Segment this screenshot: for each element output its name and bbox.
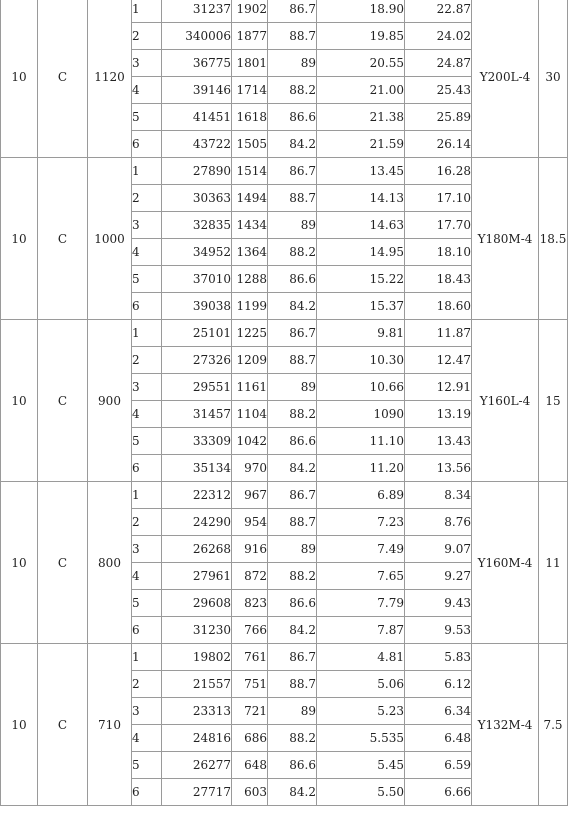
efficiency-cell: 88.7 [268,509,317,536]
motor-model-cell: Y160L-4 [472,320,539,482]
table-row [1,482,568,509]
efficiency-cell: 84.2 [268,455,317,482]
shaft-power-cell: 6.89 [317,482,405,509]
shaft-power-cell: 1090 [317,401,405,428]
motor-power-cell: 30 [539,0,568,158]
efficiency-cell: 86.7 [268,644,317,671]
group-size-cell: 710 [88,644,132,806]
efficiency-cell: 89 [268,50,317,77]
shaft-power-cell: 9.81 [317,320,405,347]
row-number-cell: 3 [132,698,162,725]
shaft-power-cell: 5.23 [317,698,405,725]
group-series-cell: 10 [1,320,38,482]
group-size-cell: 1000 [88,158,132,320]
row-number-cell: 3 [132,536,162,563]
efficiency-cell: 84.2 [268,617,317,644]
flow-cell: 36775 [162,50,232,77]
row-number-cell: 5 [132,266,162,293]
row-number-cell: 1 [132,482,162,509]
required-power-cell: 16.28 [405,158,472,185]
pressure-cell: 1714 [232,77,268,104]
required-power-cell: 6.59 [405,752,472,779]
flow-cell: 27890 [162,158,232,185]
pressure-cell: 1514 [232,158,268,185]
flow-cell: 30363 [162,185,232,212]
motor-model-cell: Y160M-4 [472,482,539,644]
required-power-cell: 17.10 [405,185,472,212]
efficiency-cell: 84.2 [268,779,317,806]
required-power-cell: 12.47 [405,347,472,374]
efficiency-cell: 86.6 [268,428,317,455]
row-number-cell: 4 [132,725,162,752]
efficiency-cell: 88.2 [268,77,317,104]
required-power-cell: 17.70 [405,212,472,239]
row-number-cell: 1 [132,158,162,185]
pressure-cell: 1199 [232,293,268,320]
pressure-cell: 1042 [232,428,268,455]
required-power-cell: 9.07 [405,536,472,563]
required-power-cell: 6.66 [405,779,472,806]
efficiency-cell: 89 [268,536,317,563]
pressure-cell: 1877 [232,23,268,50]
flow-cell: 31230 [162,617,232,644]
group-size-cell: 800 [88,482,132,644]
shaft-power-cell: 10.30 [317,347,405,374]
flow-cell: 24816 [162,725,232,752]
efficiency-cell: 84.2 [268,131,317,158]
row-number-cell: 5 [132,590,162,617]
row-number-cell: 2 [132,347,162,374]
shaft-power-cell: 5.06 [317,671,405,698]
efficiency-cell: 89 [268,698,317,725]
motor-power-cell: 18.5 [539,158,568,320]
row-number-cell: 6 [132,779,162,806]
table-row [1,320,568,347]
efficiency-cell: 88.7 [268,347,317,374]
group-series-cell: 10 [1,158,38,320]
row-number-cell: 4 [132,239,162,266]
shaft-power-cell: 7.79 [317,590,405,617]
shaft-power-cell: 21.59 [317,131,405,158]
required-power-cell: 6.12 [405,671,472,698]
shaft-power-cell: 18.90 [317,0,405,23]
pressure-cell: 954 [232,509,268,536]
shaft-power-cell: 19.85 [317,23,405,50]
row-number-cell: 3 [132,374,162,401]
required-power-cell: 9.53 [405,617,472,644]
motor-power-cell: 7.5 [539,644,568,806]
flow-cell: 33309 [162,428,232,455]
group-type-cell: C [38,320,88,482]
required-power-cell: 11.87 [405,320,472,347]
flow-cell: 25101 [162,320,232,347]
efficiency-cell: 86.7 [268,0,317,23]
flow-cell: 35134 [162,455,232,482]
flow-cell: 27961 [162,563,232,590]
group-series-cell: 10 [1,482,38,644]
shaft-power-cell: 5.535 [317,725,405,752]
shaft-power-cell: 20.55 [317,50,405,77]
efficiency-cell: 84.2 [268,293,317,320]
row-number-cell: 2 [132,671,162,698]
efficiency-cell: 89 [268,212,317,239]
shaft-power-cell: 7.87 [317,617,405,644]
required-power-cell: 12.91 [405,374,472,401]
shaft-power-cell: 4.81 [317,644,405,671]
efficiency-cell: 86.6 [268,752,317,779]
required-power-cell: 26.14 [405,131,472,158]
shaft-power-cell: 7.65 [317,563,405,590]
required-power-cell: 6.48 [405,725,472,752]
row-number-cell: 6 [132,131,162,158]
row-number-cell: 3 [132,212,162,239]
shaft-power-cell: 21.38 [317,104,405,131]
efficiency-cell: 88.7 [268,671,317,698]
pressure-cell: 1801 [232,50,268,77]
row-number-cell: 3 [132,50,162,77]
required-power-cell: 22.87 [405,0,472,23]
flow-cell: 24290 [162,509,232,536]
motor-model-cell: Y180M-4 [472,158,539,320]
table-body [1,0,568,806]
pressure-cell: 1104 [232,401,268,428]
row-number-cell: 6 [132,293,162,320]
group-size-cell: 1120 [88,0,132,158]
pressure-cell: 1209 [232,347,268,374]
table-row [1,644,568,671]
row-number-cell: 4 [132,77,162,104]
shaft-power-cell: 14.13 [317,185,405,212]
flow-cell: 23313 [162,698,232,725]
flow-cell: 41451 [162,104,232,131]
shaft-power-cell: 14.63 [317,212,405,239]
group-size-cell: 900 [88,320,132,482]
table-row [1,0,568,23]
shaft-power-cell: 7.23 [317,509,405,536]
flow-cell: 31457 [162,401,232,428]
pressure-cell: 1902 [232,0,268,23]
efficiency-cell: 86.6 [268,104,317,131]
pressure-cell: 1161 [232,374,268,401]
motor-model-cell: Y132M-4 [472,644,539,806]
pressure-cell: 1434 [232,212,268,239]
shaft-power-cell: 5.50 [317,779,405,806]
efficiency-cell: 86.7 [268,482,317,509]
pressure-cell: 1505 [232,131,268,158]
required-power-cell: 24.87 [405,50,472,77]
pressure-cell: 1288 [232,266,268,293]
shaft-power-cell: 15.37 [317,293,405,320]
efficiency-cell: 89 [268,374,317,401]
motor-power-cell: 15 [539,320,568,482]
efficiency-cell: 86.6 [268,590,317,617]
shaft-power-cell: 13.45 [317,158,405,185]
pressure-cell: 721 [232,698,268,725]
motor-model-cell: Y200L-4 [472,0,539,158]
flow-cell: 27717 [162,779,232,806]
efficiency-cell: 88.2 [268,563,317,590]
pressure-cell: 1364 [232,239,268,266]
row-number-cell: 1 [132,0,162,23]
required-power-cell: 18.60 [405,293,472,320]
required-power-cell: 5.83 [405,644,472,671]
required-power-cell: 18.43 [405,266,472,293]
flow-cell: 32835 [162,212,232,239]
shaft-power-cell: 10.66 [317,374,405,401]
row-number-cell: 2 [132,509,162,536]
shaft-power-cell: 21.00 [317,77,405,104]
flow-cell: 26268 [162,536,232,563]
row-number-cell: 6 [132,455,162,482]
pressure-cell: 648 [232,752,268,779]
flow-cell: 340006 [162,23,232,50]
group-series-cell: 10 [1,644,38,806]
shaft-power-cell: 14.95 [317,239,405,266]
pressure-cell: 1618 [232,104,268,131]
flow-cell: 22312 [162,482,232,509]
flow-cell: 31237 [162,0,232,23]
required-power-cell: 25.89 [405,104,472,131]
efficiency-cell: 88.7 [268,185,317,212]
shaft-power-cell: 11.20 [317,455,405,482]
efficiency-cell: 86.6 [268,266,317,293]
row-number-cell: 2 [132,23,162,50]
required-power-cell: 8.76 [405,509,472,536]
efficiency-cell: 88.2 [268,239,317,266]
required-power-cell: 13.56 [405,455,472,482]
row-number-cell: 4 [132,401,162,428]
flow-cell: 29608 [162,590,232,617]
group-type-cell: C [38,158,88,320]
shaft-power-cell: 7.49 [317,536,405,563]
shaft-power-cell: 15.22 [317,266,405,293]
row-number-cell: 6 [132,617,162,644]
row-number-cell: 1 [132,320,162,347]
flow-cell: 26277 [162,752,232,779]
row-number-cell: 2 [132,185,162,212]
efficiency-cell: 86.7 [268,158,317,185]
flow-cell: 39038 [162,293,232,320]
pressure-cell: 823 [232,590,268,617]
required-power-cell: 13.43 [405,428,472,455]
flow-cell: 39146 [162,77,232,104]
flow-cell: 19802 [162,644,232,671]
row-number-cell: 1 [132,644,162,671]
group-type-cell: C [38,0,88,158]
flow-cell: 34952 [162,239,232,266]
group-type-cell: C [38,644,88,806]
table-row [1,158,568,185]
pressure-cell: 1225 [232,320,268,347]
motor-power-cell: 11 [539,482,568,644]
required-power-cell: 18.10 [405,239,472,266]
efficiency-cell: 88.2 [268,725,317,752]
pressure-cell: 766 [232,617,268,644]
row-number-cell: 5 [132,428,162,455]
pressure-cell: 751 [232,671,268,698]
shaft-power-cell: 5.45 [317,752,405,779]
pressure-cell: 872 [232,563,268,590]
flow-cell: 37010 [162,266,232,293]
pressure-cell: 603 [232,779,268,806]
row-number-cell: 5 [132,104,162,131]
efficiency-cell: 86.7 [268,320,317,347]
required-power-cell: 13.19 [405,401,472,428]
pressure-cell: 761 [232,644,268,671]
efficiency-cell: 88.2 [268,401,317,428]
flow-cell: 43722 [162,131,232,158]
flow-cell: 27326 [162,347,232,374]
pressure-cell: 1494 [232,185,268,212]
row-number-cell: 4 [132,563,162,590]
required-power-cell: 24.02 [405,23,472,50]
required-power-cell: 6.34 [405,698,472,725]
pressure-cell: 967 [232,482,268,509]
required-power-cell: 9.43 [405,590,472,617]
efficiency-cell: 88.7 [268,23,317,50]
row-number-cell: 5 [132,752,162,779]
required-power-cell: 8.34 [405,482,472,509]
group-type-cell: C [38,482,88,644]
pressure-cell: 970 [232,455,268,482]
group-series-cell: 10 [1,0,38,158]
flow-cell: 21557 [162,671,232,698]
shaft-power-cell: 11.10 [317,428,405,455]
required-power-cell: 25.43 [405,77,472,104]
flow-cell: 29551 [162,374,232,401]
pressure-cell: 686 [232,725,268,752]
pressure-cell: 916 [232,536,268,563]
required-power-cell: 9.27 [405,563,472,590]
